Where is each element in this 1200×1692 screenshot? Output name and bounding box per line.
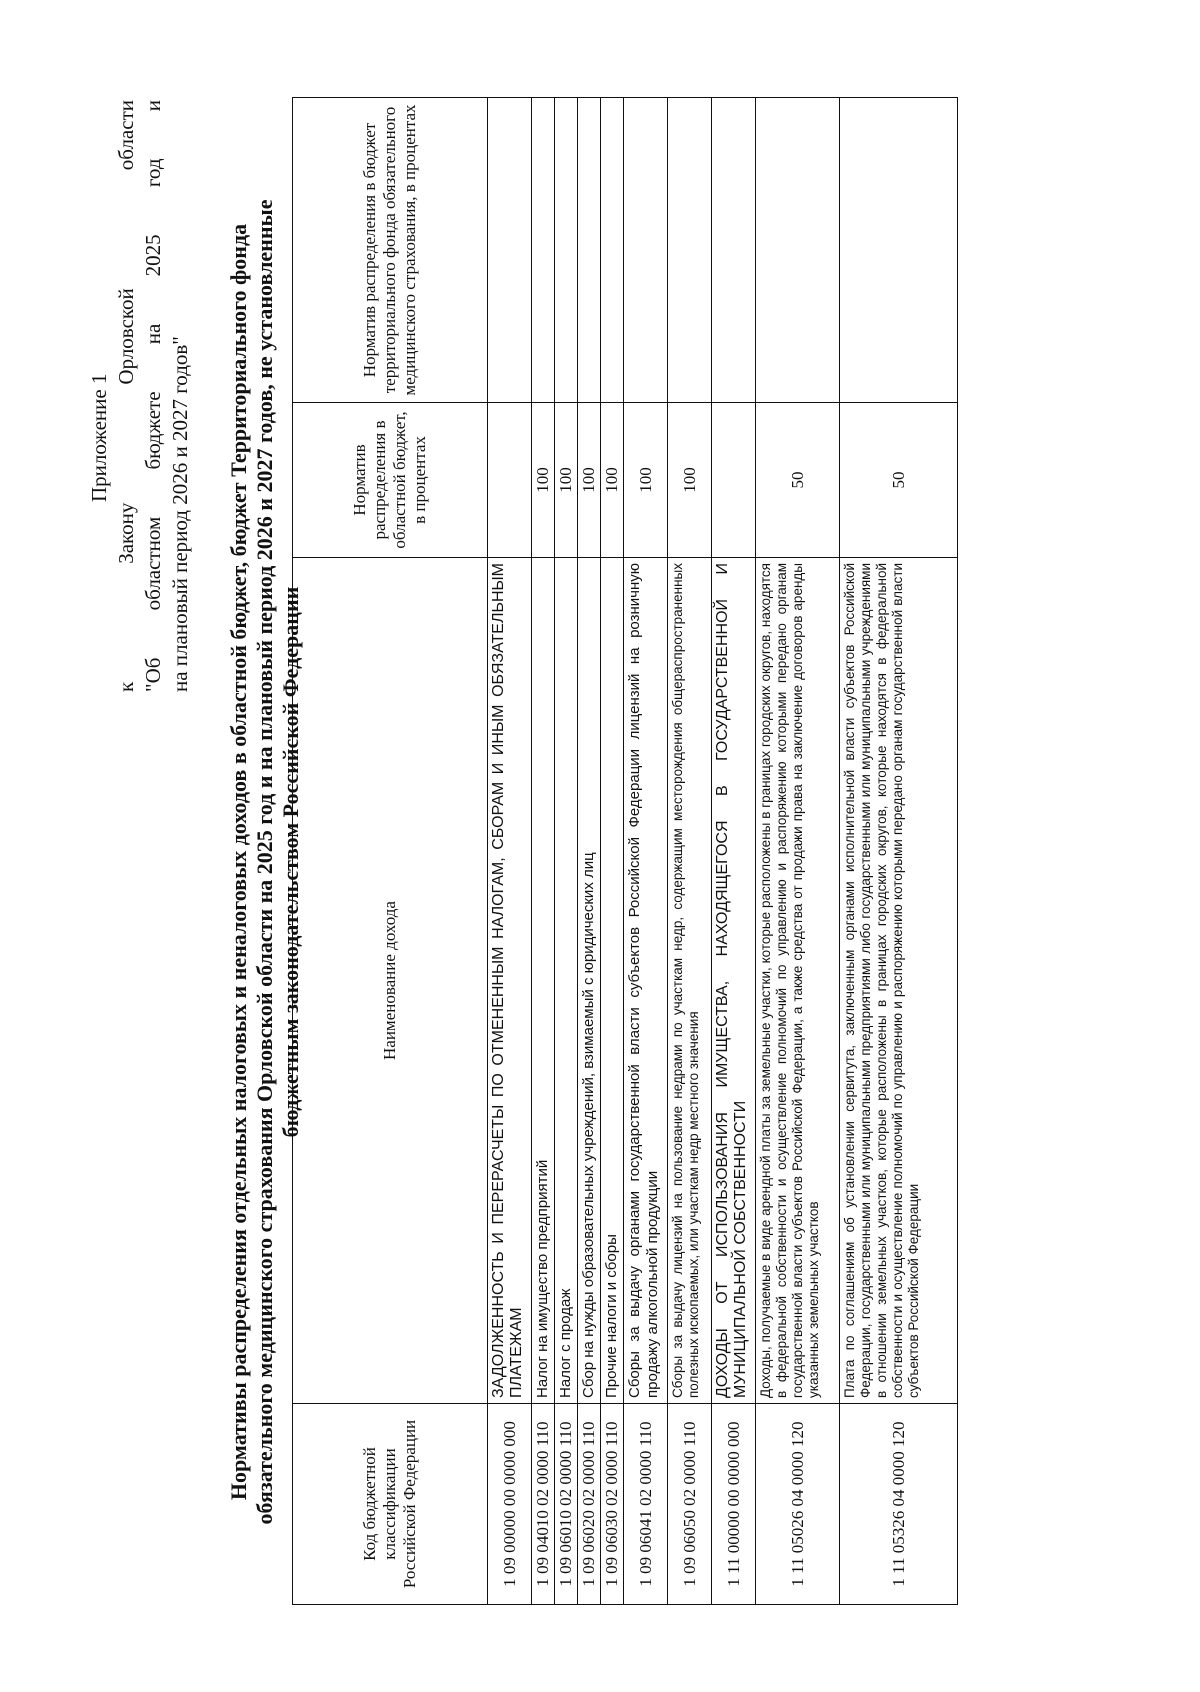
document-title: Нормативы распределения отдельных налоговых и неналоговых доходов в областной бюджет, бюджет Территориального фонда обязательного медицинского страхования Орловской области на 2025 год и на плановый период 2026 и 2027 годов, не установленные бюджетным законодательством Российской Федерации	[226, 199, 303, 1525]
row-code: 1 09 06010 02 0000 110	[555, 1404, 578, 1605]
appendix-line-1: Приложение 1	[87, 373, 111, 502]
table-row	[601, 98, 624, 1605]
appendix-line-3: "Об областном бюджете на 2025 год и	[141, 100, 165, 692]
row-regional	[488, 403, 532, 558]
row-name: Доходы, получаемые в виде арендной платы за земельные участки, которые расположены в границах городских округов, находятся в федеральной собственности и осуществление полномочий по управлению и распоряжению которыми передано органам государственной власти субъектов Российской Федерации, а также средства от продажи права на заключение договоров аренды указанных земельных участков	[756, 558, 840, 1404]
header-regional: Норматив распределения в областной бюджет, в процентах	[293, 403, 488, 558]
row-fund	[756, 98, 840, 403]
row-fund	[555, 98, 578, 403]
row-code: 1 09 06050 02 0000 110	[668, 1404, 712, 1605]
row-fund	[668, 98, 712, 403]
row-regional: 50	[756, 403, 840, 558]
row-name: Сборы за выдачу органами государственной власти субъектов Российской Федерации лицензий на розничную продажу алкогольной продукции	[624, 558, 668, 1404]
appendix-header	[86, 100, 194, 692]
row-fund	[488, 98, 532, 403]
row-fund	[578, 98, 601, 403]
row-name: Плата по соглашениям об установлении сервитута, заключенным органами исполнительной власти субъектов Российской Федерации, государственными или муниципальными предприятиями либо государственными или муниципальными учреждениями в отношении земельных участков, которые расположены в границах городских округов, которые находятся в федеральной собственности и осуществление полномочий по управлению и распоряжению которыми передано органам государственной власти субъектов Российской Федерации	[840, 558, 958, 1404]
table-row	[624, 98, 668, 1605]
row-fund	[840, 98, 958, 403]
row-name: Налог с продаж	[555, 558, 578, 1404]
row-fund	[624, 98, 668, 403]
row-regional: 100	[532, 403, 555, 558]
row-code: 1 09 06041 02 0000 110	[624, 1404, 668, 1605]
row-name: Сборы за выдачу лицензий на пользование недрами по участкам недр, содержащим месторождения общераспространенных полезных ископаемых, или участкам недр местного значения	[668, 558, 712, 1404]
appendix-line-4: на плановый период 2026 и 2027 годов"	[168, 336, 192, 692]
row-code: 1 11 05326 04 0000 120	[840, 1404, 958, 1605]
row-regional: 100	[578, 403, 601, 558]
table-row	[756, 98, 840, 1605]
header-name: Наименование дохода	[293, 558, 488, 1404]
table-row	[712, 98, 756, 1605]
row-name: ЗАДОЛЖЕННОСТЬ И ПЕРЕРАСЧЕТЫ ПО ОТМЕНЕННЫМ НАЛОГАМ, СБОРАМ И ИНЫМ ОБЯЗАТЕЛЬНЫМ ПЛАТЕЖАМ	[488, 558, 532, 1404]
row-code: 1 09 00000 00 0000 000	[488, 1404, 532, 1605]
table-header-row	[293, 98, 488, 1605]
row-regional: 100	[601, 403, 624, 558]
row-code: 1 09 06030 02 0000 110	[601, 1404, 624, 1605]
header-fund: Норматив распределения в бюджет территориального фонда обязательного медицинского страхования, в процентах	[293, 98, 488, 403]
row-code: 1 09 06020 02 0000 110	[578, 1404, 601, 1605]
row-name: ДОХОДЫ ОТ ИСПОЛЬЗОВАНИЯ ИМУЩЕСТВА, НАХОДЯЩЕГОСЯ В ГОСУДАРСТВЕННОЙ И МУНИЦИПАЛЬНОЙ СОБСТВЕННОСТИ	[712, 558, 756, 1404]
appendix-line-2: к Закону Орловской области	[114, 100, 138, 692]
row-code: 1 11 00000 00 0000 000	[712, 1404, 756, 1605]
row-fund	[532, 98, 555, 403]
row-code: 1 11 05026 04 0000 120	[756, 1404, 840, 1605]
row-regional: 100	[668, 403, 712, 558]
table-row	[532, 98, 555, 1605]
table-row	[668, 98, 712, 1605]
table-row	[578, 98, 601, 1605]
row-regional	[712, 403, 756, 558]
table-row	[555, 98, 578, 1605]
row-regional: 50	[840, 403, 958, 558]
row-name: Прочие налоги и сборы	[601, 558, 624, 1404]
header-code: Код бюджетной классификации Российской Федерации	[293, 1404, 488, 1605]
row-code: 1 09 04010 02 0000 110	[532, 1404, 555, 1605]
row-name: Налог на имущество предприятий	[532, 558, 555, 1404]
row-name: Сбор на нужды образовательных учреждений, взимаемый с юридических лиц	[578, 558, 601, 1404]
table-row	[488, 98, 532, 1605]
row-regional: 100	[624, 403, 668, 558]
row-regional: 100	[555, 403, 578, 558]
table-row	[840, 98, 958, 1605]
row-fund	[712, 98, 756, 403]
norms-table	[292, 97, 958, 1605]
row-fund	[601, 98, 624, 403]
